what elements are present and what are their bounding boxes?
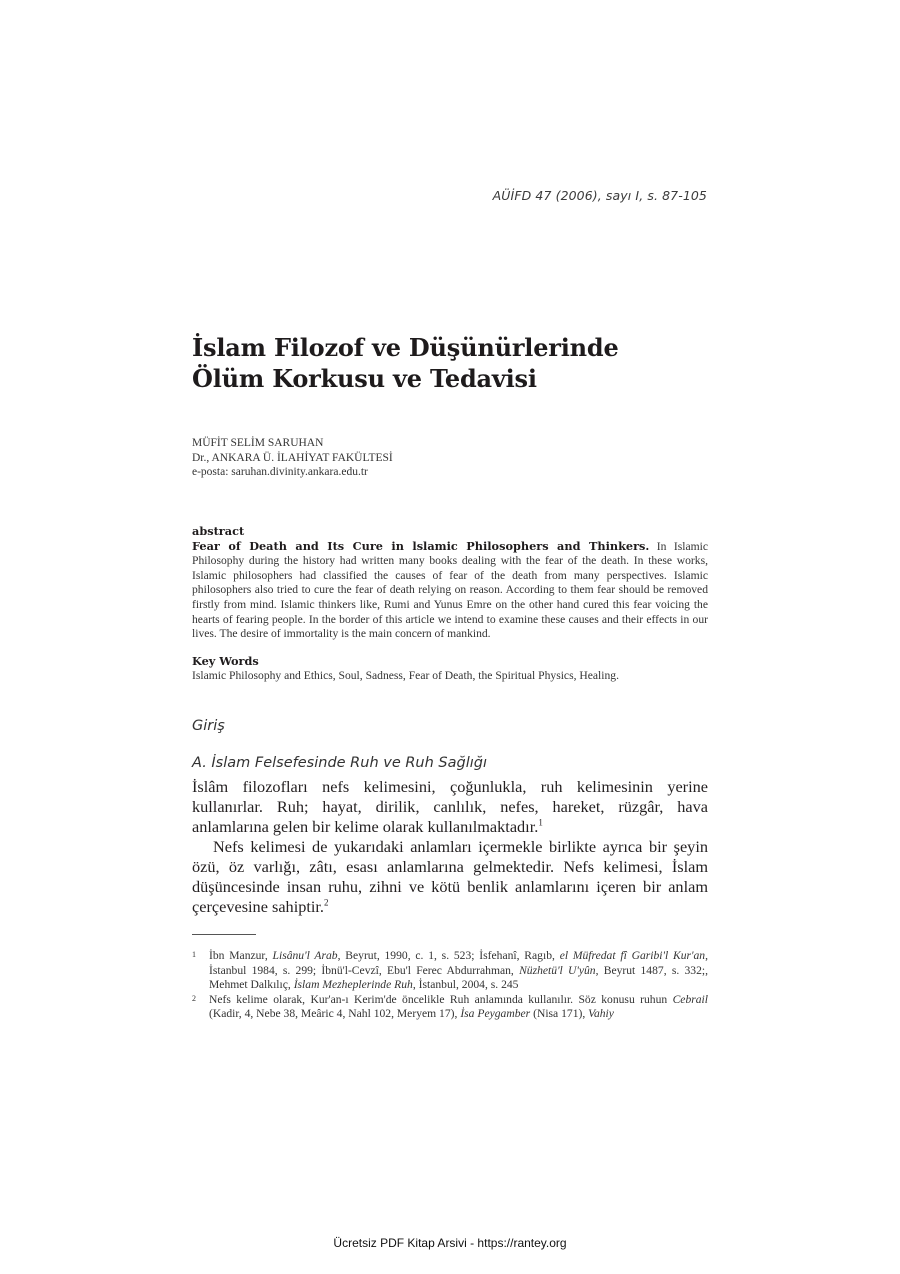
body-paragraph-2 — [192, 837, 708, 917]
footnote-number: 2 — [192, 993, 196, 1003]
footnotes — [192, 949, 708, 1022]
footnote-text: Lisânu'l Arab — [272, 949, 338, 962]
body-paragraph-1 — [192, 777, 708, 837]
footnote-text: Cebrail — [672, 992, 708, 1006]
journal-reference: AÜİFD 47 (2006), sayı I, s. 87-105 — [492, 188, 707, 203]
footnote-ref-1: 1 — [538, 817, 543, 828]
footnote-text: , Beyrut 1487, s. 332;, Mehmet Dalkılıç, — [209, 963, 708, 992]
footnote-text: Nüzhetü'l U'yûn — [519, 963, 596, 977]
keywords-text: Islamic Philosophy and Ethics, Soul, Sadness, Fear of Death, the Spiritual Physics, Healing. — [192, 668, 619, 682]
abstract-section — [192, 524, 708, 642]
abstract-text: In Islamic Philosophy during the history had written many books dealing with the fear of the death. In these works, Islamic philosophers had classified the causes of fear of the death from many perspectives. Islamic philosophers also tried to cure the fear of death relying on reason. According to them fear should be removed firstly from mind. Islamic thinkers like, Rumi and Yunus Emre on the other hand cured this fear voicing the hearts of fearing people. In the border of this article we intend to examine these causes and their effects in our lives. The desire of immortality is the main concern of mankind. — [192, 539, 708, 641]
footnote-text: Vahiy — [588, 1007, 614, 1021]
page-footer: Ücretsiz PDF Kitap Arsivi - https://rantey.org — [333, 1236, 567, 1250]
section-heading-intro: Giriş — [192, 718, 225, 734]
author-block — [192, 436, 393, 480]
footnote-2 — [192, 993, 708, 1022]
footnote-text: Nefs kelime olarak, Kur'an-ı Kerim'de öncelikle Ruh anlamında kullanılır. Söz konusu ruhun — [209, 992, 673, 1006]
title-line-1: İslam Filozof ve Düşünürlerinde — [192, 333, 619, 362]
footnote-text: İslam Mezheplerinde Ruh — [293, 978, 413, 992]
footnote-ref-2: 2 — [324, 897, 329, 908]
body-text — [192, 777, 708, 917]
footnote-text: İbn Manzur, — [209, 949, 273, 962]
footnote-text: (Nisa 171), — [530, 1007, 589, 1021]
author-affiliation: Dr., ANKARA Ü. İLAHİYAT FAKÜLTESİ — [192, 451, 393, 464]
author-name: MÜFİT SELİM SARUHAN — [192, 437, 324, 449]
abstract-title: Fear of Death and Its Cure in lslamic Philosophers and Thinkers. — [192, 538, 650, 553]
abstract-label: abstract — [192, 524, 245, 538]
keywords-section — [192, 654, 708, 683]
paragraph-2-text: Nefs kelimesi de yukarıdaki anlamları içermekle birlikte ayrıca bir şeyin özü, öz varlığı, zâtı, esası anlamlarına gelmektedir. Nefs kelimesi, İslam düşüncesinde insan ruhu, zihni ve kötü benlik anlamlarını içeren bir anlam çerçevesine sahiptir. — [192, 837, 708, 916]
footnote-text: , İstanbul 1984, s. 299; İbnü'l-Cevzî, Ebu'l Ferec Abdurrahman, — [209, 949, 709, 977]
keywords-label: Key Words — [192, 654, 259, 668]
footnote-text: , Beyrut, 1990, c. 1, s. 523; İsfehanî, Ragıb, — [337, 949, 560, 962]
footnote-number: 1 — [192, 950, 196, 959]
footnote-divider — [192, 934, 256, 935]
footnote-text: İsa Peygamber — [460, 1007, 531, 1021]
section-heading-a: A. İslam Felsefesinde Ruh ve Ruh Sağlığı — [192, 755, 488, 771]
footnote-text: , İstanbul, 2004, s. 245 — [412, 978, 519, 992]
footnote-text: (Kadir, 4, Nebe 38, Meâric 4, Nahl 102, Meryem 17), — [209, 1007, 461, 1021]
author-email: e-posta: saruhan.divinity.ankara.edu.tr — [192, 466, 368, 478]
title-line-2: Ölüm Korkusu ve Tedavisi — [192, 364, 537, 393]
paragraph-1-text: İslâm filozofları nefs kelimesini, çoğunlukla, ruh kelimesinin yerine kullanırlar. Ruh; hayat, dirilik, canlılık, nefes, hareket, rüzgâr, hava anlamlarına gelen bir kelime olarak kullanılmaktadır. — [192, 777, 708, 836]
footnote-text: el Müfredat fî Garibi'l Kur'an — [559, 949, 706, 962]
footnote-1 — [192, 949, 708, 993]
article-title — [192, 332, 712, 394]
